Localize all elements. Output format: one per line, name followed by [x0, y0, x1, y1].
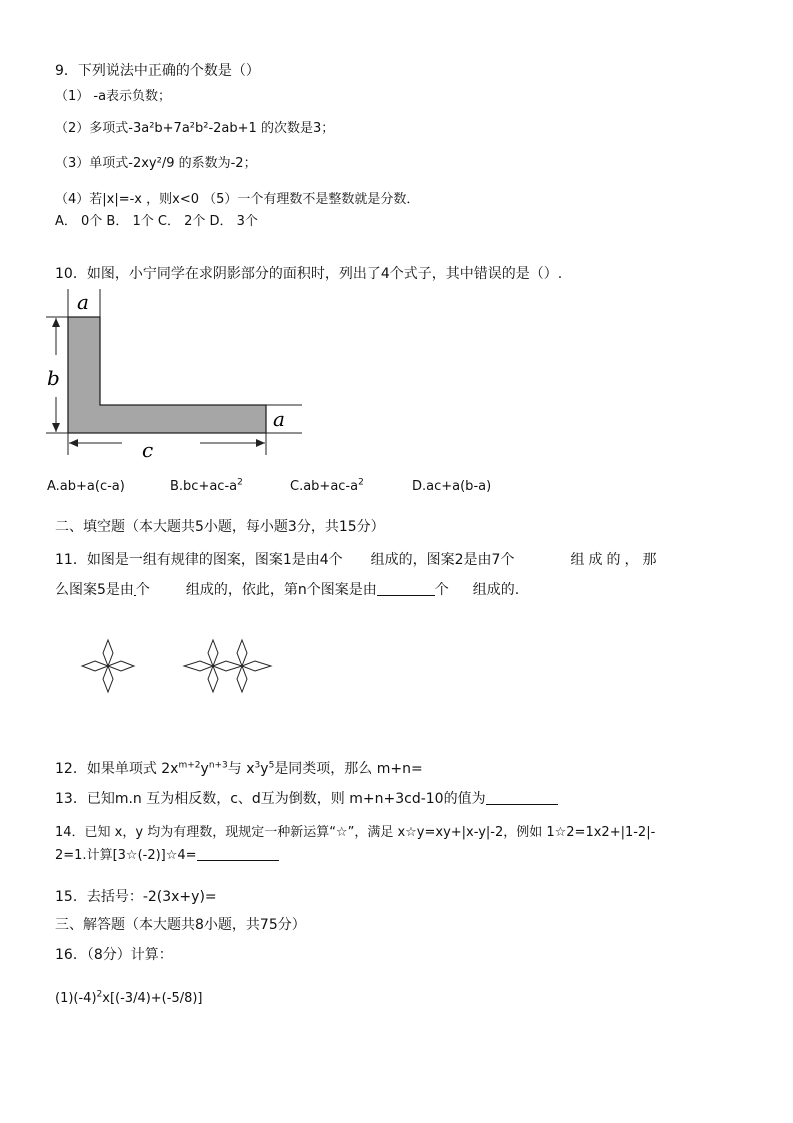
q10-option-b: $B.bc+ac-a^2$ [170, 477, 243, 494]
section-3-heading: 三、解答题（本大题共8小题，共75分） [55, 917, 306, 933]
pattern1-rhombus-top [103, 640, 113, 666]
q11-line-2: 么图案5是由 个 组成的，依此，第n个图案是由 个 组成的. [55, 582, 520, 598]
pattern2-rhombus-top-2 [237, 640, 247, 666]
q14-answer-blank [197, 846, 279, 861]
pattern2-rhombus-top-1 [208, 640, 218, 666]
q16-part-1: $(1)(-4)^2x[(-3/4)+(-5/8)]$ [55, 989, 203, 1006]
q9-stem: 9．下列说法中正确的个数是（） [55, 63, 260, 79]
q10-option-c: $C.ab+ac-a^2$ [290, 477, 364, 494]
q10-option-d: D.ac+a(b-a) [412, 479, 492, 494]
q9-statement-2: （2）多项式-3a²b+7a²b²-2ab+1 的次数是3； [55, 121, 335, 136]
q11-pattern-figure [80, 640, 290, 692]
shaded-l-shape [68, 317, 266, 433]
pattern2-rhombus-right [242, 661, 271, 671]
q13-answer-blank [486, 790, 558, 805]
q14-line-2: 2=1.计算[3☆(-2)]☆4= [55, 846, 279, 865]
q13-line: 13．已知m.n 互为相反数，c、d互为倒数，则 m+n+3cd-10的值为 [55, 790, 558, 808]
pattern1-rhombus-bottom [103, 666, 113, 692]
q16-stem: 16．（8分）计算： [55, 947, 173, 963]
label-b: b [47, 366, 60, 390]
q11-line-1: 11．如图是一组有规律的图案，图案1是由4个 组成的，图案2是由7个 组成的，那 [55, 552, 661, 568]
q10-option-a: A.ab+a(c-a) [47, 479, 125, 494]
pattern2-rhombus-left [184, 661, 213, 671]
q15-line: 15．去括号：-2(3x+y)= [55, 889, 217, 905]
q9-statement-3: （3）单项式-2xy²/9 的系数为-2； [55, 156, 257, 171]
q12-line: 12．如果单项式 $2x^{m+2}y^{n+3}$与 $x^3y^5$是同类项，那么 m+n= [55, 760, 423, 777]
q9-statement-4: （4）若|x|=-x ，则x<0 （5）一个有理数不是整数就是分数． [55, 192, 420, 207]
q14-line-1: 14．已知 x，y 均为有理数，现规定一种新运算“☆”，满足 x☆y=xy+|x-y|-2，例如 1☆2=1x2+|1-2|- [55, 825, 656, 840]
section-2-heading: 二、填空题（本大题共5小题，每小题3分，共15分） [55, 519, 385, 535]
label-a-right: a [273, 407, 285, 431]
pattern2-rhombus-middle [213, 661, 242, 671]
q9-statement-1: （1） -a表示负数； [55, 89, 172, 104]
pattern2-rhombus-bottom-1 [208, 666, 218, 692]
label-a-top: a [77, 290, 89, 314]
pattern1-rhombus-left [82, 661, 108, 671]
pattern1-rhombus-right [108, 661, 134, 671]
label-c: c [142, 438, 154, 462]
pattern2-rhombus-bottom-2 [237, 666, 247, 692]
q9-options: A． 0个 B． 1个 C． 2个 D． 3个 [55, 214, 258, 229]
q10-stem: 10．如图，小宁同学在求阴影部分的面积时，列出了4个式子，其中错误的是（）. [55, 266, 563, 282]
q10-l-shape-figure [40, 285, 310, 460]
